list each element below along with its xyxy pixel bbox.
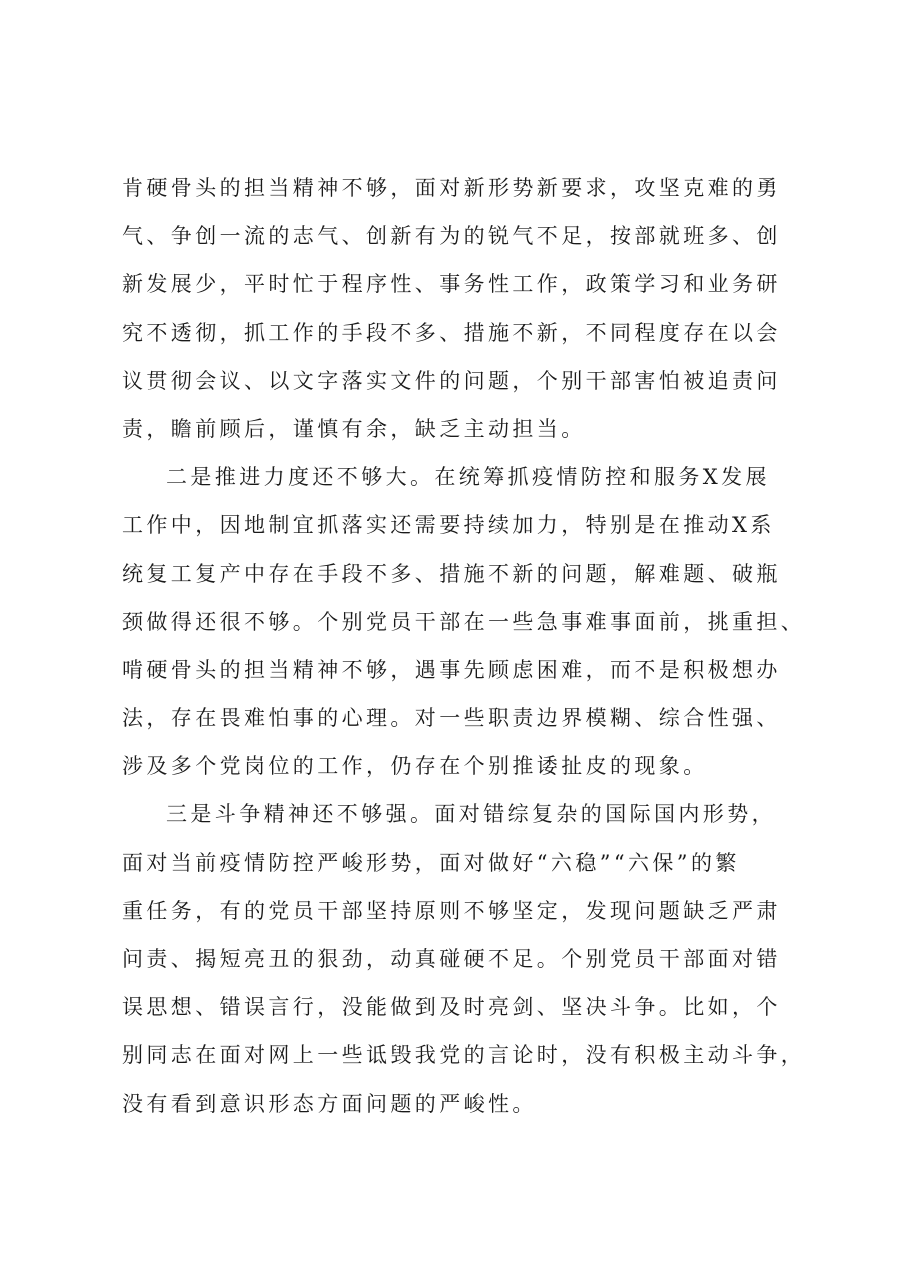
text-line: 重任务，有的党员干部坚持原则不够坚定，发现问题缺乏严肃 <box>122 898 781 923</box>
text-line: 究不透彻，抓工作的手段不多、措施不新，不同程度存在以会 <box>122 320 781 345</box>
text-line: 责，瞻前顾后，谨慎有余，缺乏主动担当。 <box>122 416 586 441</box>
text-line: 新发展少，平时忙于程序性、事务性工作，政策学习和业务研 <box>122 272 781 297</box>
text-line: 涉及多个党岗位的工作，仍存在个别推诿扯皮的现象。 <box>122 754 708 779</box>
text-line: 工作中，因地制宜抓落实还需要持续加力，特别是在推动X系 <box>122 513 775 538</box>
text-line: 别同志在面对网上一些诋毁我党的言论时，没有积极主动斗争， <box>122 1043 806 1068</box>
text-line: 没有看到意识形态方面问题的严峻性。 <box>122 1091 537 1116</box>
text-line: 法，存在畏难怕事的心理。对一些职责边界模糊、综合性强、 <box>122 706 781 731</box>
body-text <box>122 164 822 1128</box>
text-line: 面对当前疫情防控严峻形势，面对做好“六稳”“六保”的繁 <box>122 850 740 875</box>
text-line: 啃硬骨头的担当精神不够，遇事先顾虑困难，而不是积极想办 <box>122 657 781 682</box>
text-line: 议贯彻会议、以文字落实文件的问题，个别干部害怕被追责问 <box>122 368 781 393</box>
text-line: 肯硬骨头的担当精神不够，面对新形势新要求，攻坚克难的勇 <box>122 176 781 200</box>
text-line: 三是斗争精神还不够强。面对错综复杂的国际国内形势， <box>166 802 776 827</box>
text-line: 统复工复产中存在手段不多、措施不新的问题，解难题、破瓶 <box>122 561 781 586</box>
text-line: 二是推进力度还不够大。在统筹抓疫情防控和服务X发展 <box>166 465 770 490</box>
text-line: 问责、揭短亮丑的狠劲，动真碰硬不足。个别党员干部面对错 <box>122 947 781 971</box>
text-line: 气、争创一流的志气、创新有为的锐气不足，按部就班多、创 <box>122 224 781 249</box>
text-line: 颈做得还很不够。个别党员干部在一些急事难事面前，挑重担、 <box>122 609 806 634</box>
text-line: 误思想、错误言行，没能做到及时亮剑、坚决斗争。比如，个 <box>122 995 781 1020</box>
